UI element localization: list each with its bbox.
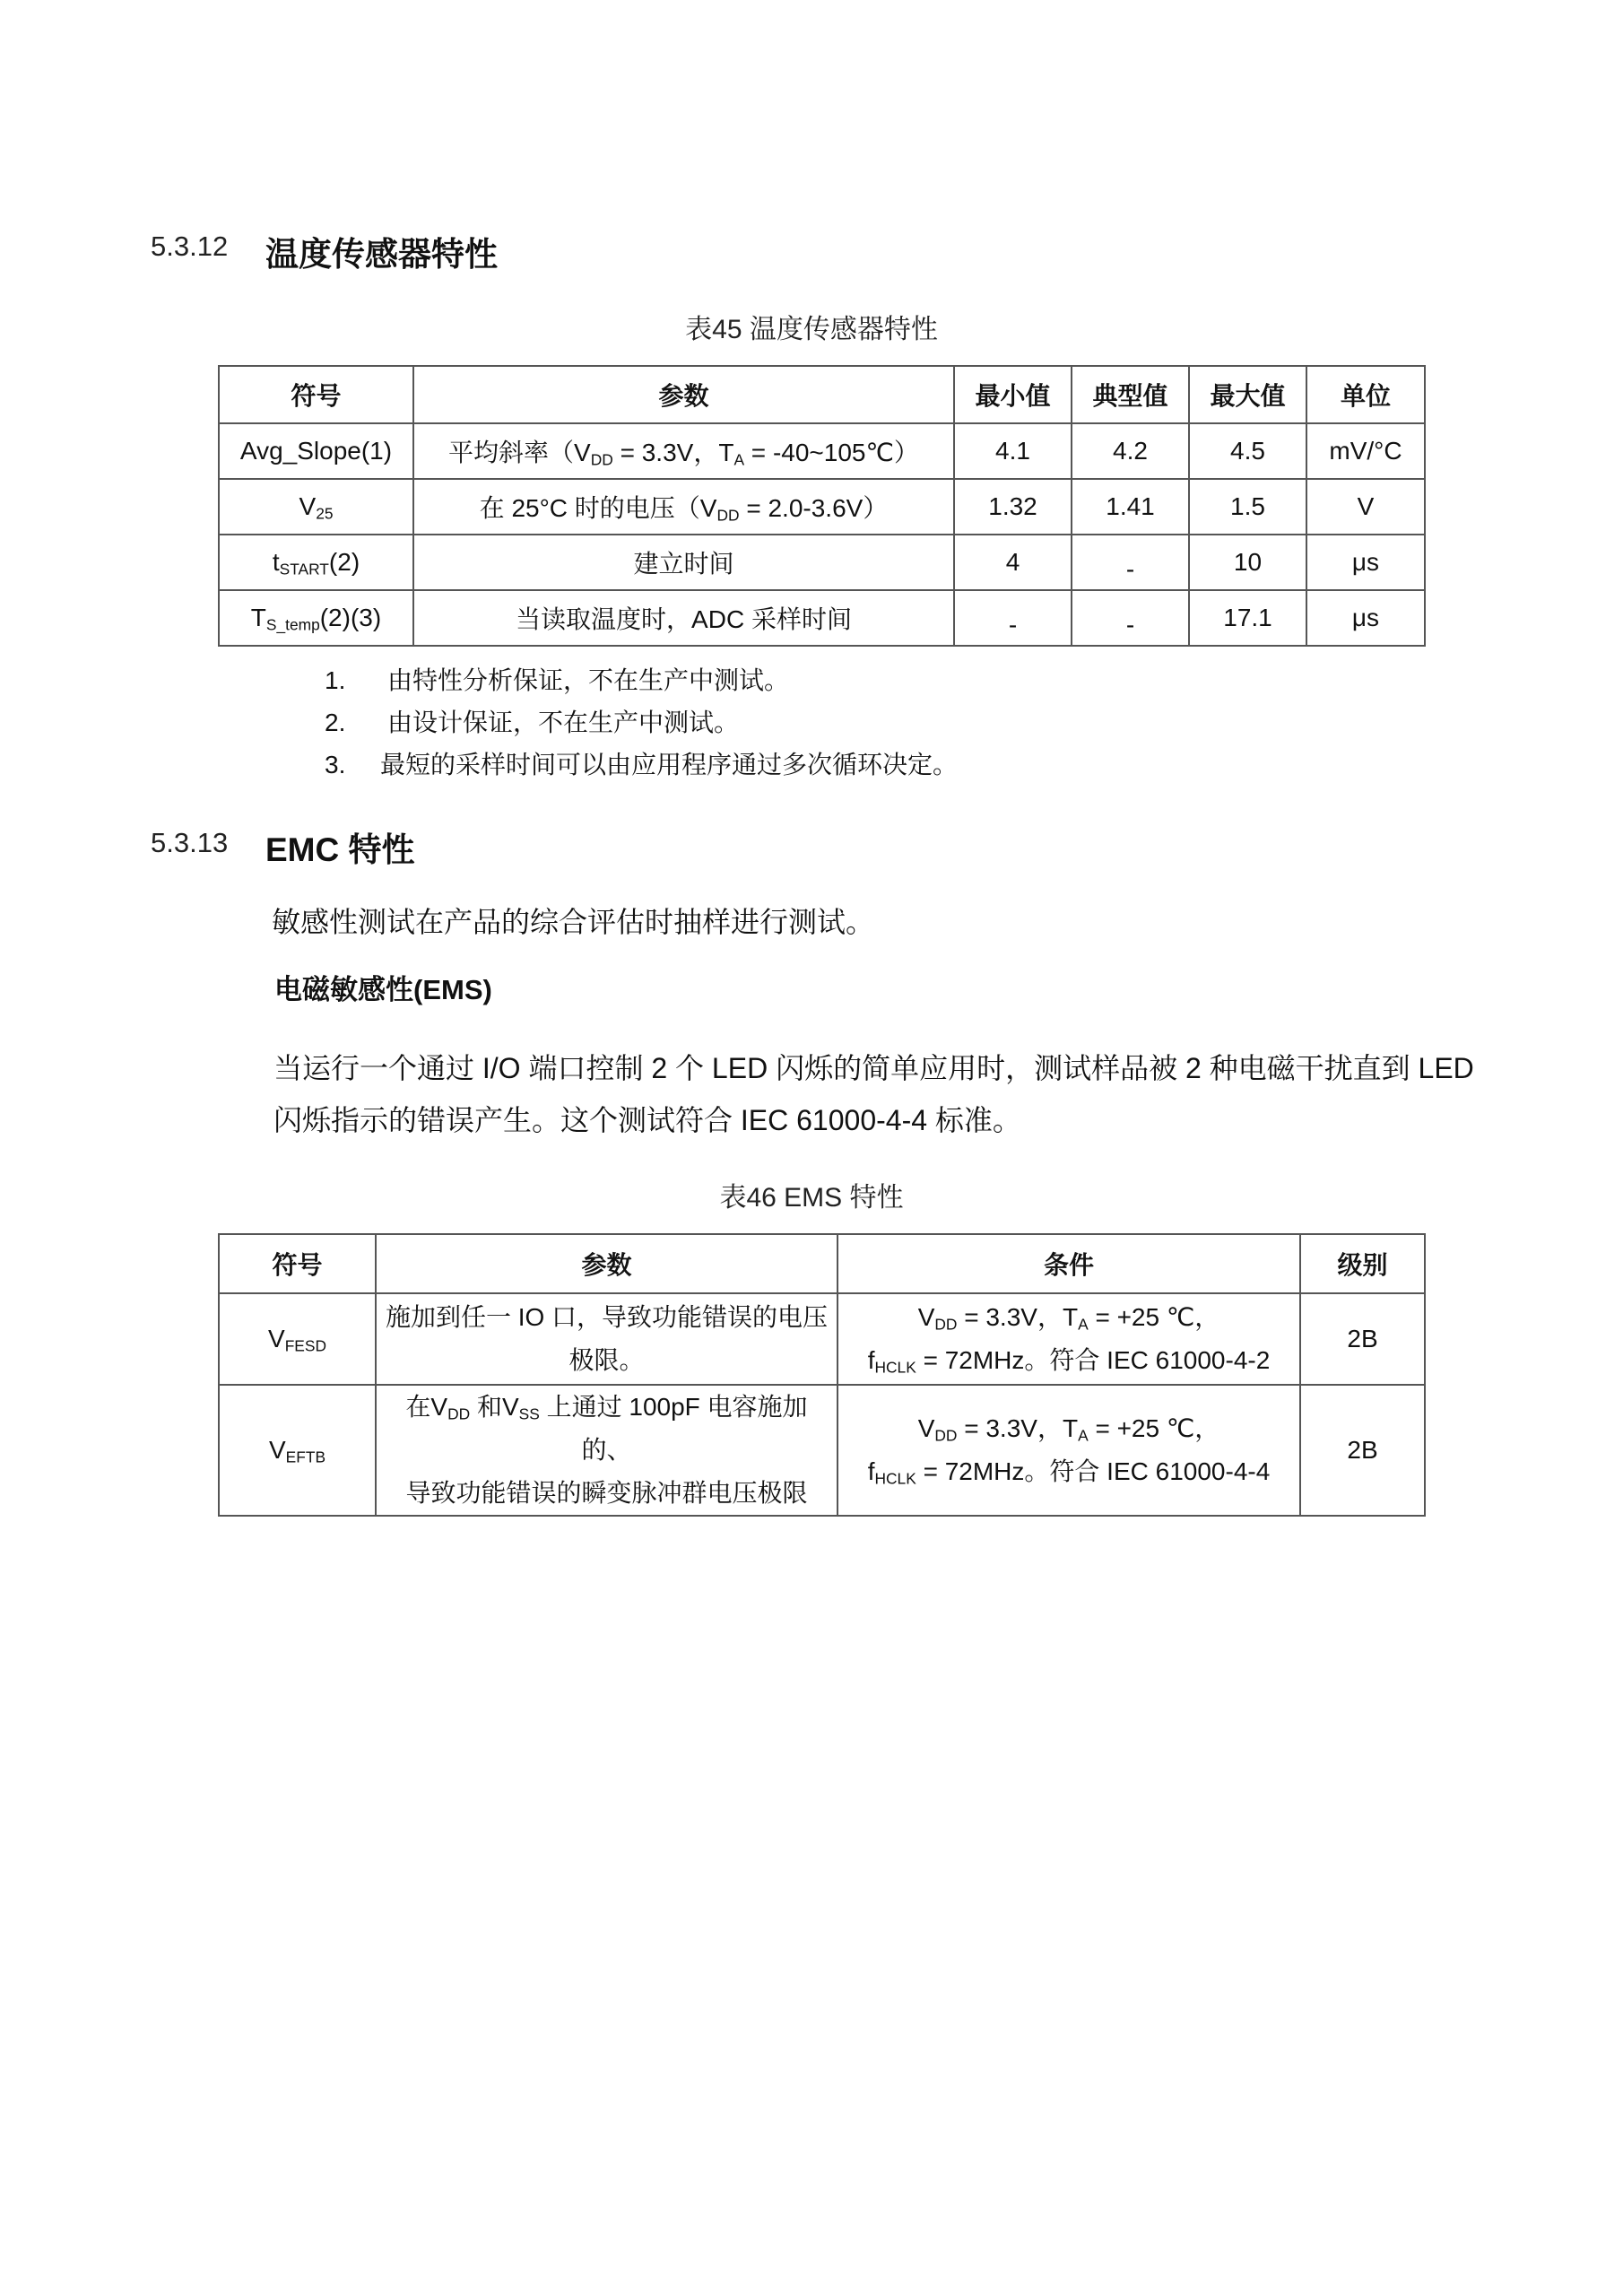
parameter-cell: 建立时间	[413, 535, 954, 590]
header-cell: 典型值	[1072, 366, 1189, 423]
parameter-line: 导致功能错误的瞬变脉冲群电压极限	[405, 1479, 808, 1507]
unit-cell: μs	[1306, 590, 1425, 646]
condition-line: $V_{DD} = 3.3V$，$T_A = +25$ ℃，	[917, 1414, 1220, 1445]
symbol-cell: $T_{S\_temp}(2)(3)$	[219, 590, 413, 646]
footnote-number: 1.	[325, 666, 346, 694]
table-row	[219, 423, 1425, 479]
header-cell: 符号	[219, 1234, 376, 1293]
table-caption: 表46 EMS 特性	[719, 1183, 904, 1213]
section-number: 5.3.12	[151, 230, 229, 262]
parameter-line: 极限。	[568, 1346, 645, 1374]
condition-line: $f_{HCLK} = 72MHz$。符合 IEC 61000-4-2	[867, 1346, 1271, 1377]
unit-cell: μs	[1306, 535, 1425, 590]
header-cell: 条件	[838, 1234, 1300, 1293]
footnote	[325, 745, 958, 781]
intro-paragraph: 敏感性测试在产品的综合评估时抽样进行测试。	[272, 906, 875, 938]
body-paragraph-line: 当运行一个通过 I/O 端口控制 2 个 LED 闪烁的简单应用时，测试样品被 2 种电磁干扰直到 LED	[273, 1052, 1474, 1084]
parameter-cell: 平均斜率（$V_{DD} = 3.3V$，$T_A$ = -40~105℃）	[413, 423, 954, 479]
table-caption: 表45 温度传感器特性	[685, 315, 938, 344]
parameter-line: 施加到任一 IO 口，导致功能错误的电压	[385, 1303, 829, 1331]
ems-table	[218, 1233, 1426, 1517]
footnote-text: 最短的采样时间可以由应用程序通过多次循环决定。	[380, 751, 959, 778]
section-number: 5.3.13	[151, 827, 229, 858]
min-cell: 4	[954, 535, 1072, 590]
table-header-row	[219, 1234, 1425, 1293]
symbol-cell: $V_{FESD}$	[219, 1293, 376, 1385]
parameter-line: 在$V_{DD}$ 和$V_{SS}$ 上通过 100pF 电容施加的、	[405, 1393, 808, 1464]
header-cell: 参数	[376, 1234, 838, 1293]
header-cell: 符号	[219, 366, 413, 423]
header-cell: 单位	[1306, 366, 1425, 423]
condition-cell	[838, 1293, 1300, 1385]
condition-cell	[838, 1385, 1300, 1516]
unit-cell: mV/°C	[1306, 423, 1425, 479]
table-row	[219, 479, 1425, 535]
footnote-number: 2.	[325, 709, 346, 736]
symbol-cell: $t_{START}(2)$	[219, 535, 413, 590]
footnote-text: 由特性分析保证，不在生产中测试。	[387, 666, 790, 694]
parameter-cell	[376, 1293, 838, 1385]
footnote-number: 3.	[325, 751, 346, 778]
max-cell: 1.5	[1189, 479, 1306, 535]
max-cell: 4.5	[1189, 423, 1306, 479]
table-header-row	[219, 366, 1425, 423]
header-cell: 级别	[1300, 1234, 1425, 1293]
body-paragraph-line: 闪烁指示的错误产生。这个测试符合 IEC 61000-4-4 标准。	[273, 1104, 1021, 1136]
typ-cell: 4.2	[1072, 423, 1189, 479]
table-row	[219, 590, 1425, 646]
typ-cell: -	[1072, 535, 1189, 590]
max-cell: 10	[1189, 535, 1306, 590]
header-cell: 参数	[413, 366, 954, 423]
min-cell: 4.1	[954, 423, 1072, 479]
footnote-text: 由设计保证，不在生产中测试。	[387, 709, 740, 736]
parameter-cell: 在 25°C 时的电压$(V_{DD} = 2.0-3.6V)$	[413, 479, 954, 535]
parameter-cell	[376, 1385, 838, 1516]
header-cell: 最大值	[1189, 366, 1306, 423]
table-row	[219, 1385, 1425, 1516]
section-title: 温度传感器特性	[265, 236, 498, 273]
temperature-sensor-table	[218, 365, 1426, 647]
min-cell: 1.32	[954, 479, 1072, 535]
unit-cell: V	[1306, 479, 1425, 535]
level-cell: 2B	[1300, 1385, 1425, 1516]
parameter-cell: 当读取温度时，ADC 采样时间	[413, 590, 954, 646]
condition-line: $f_{HCLK} = 72MHz$。符合 IEC 61000-4-4	[867, 1457, 1271, 1488]
level-cell: 2B	[1300, 1293, 1425, 1385]
footnote	[325, 703, 739, 739]
typ-cell: -	[1072, 590, 1189, 646]
symbol-cell: Avg_Slope(1)	[219, 423, 413, 479]
symbol-cell: $V_{25}$	[219, 479, 413, 535]
section-title: EMC 特性	[265, 831, 415, 868]
symbol-cell: $V_{EFTB}$	[219, 1385, 376, 1516]
table-row	[219, 535, 1425, 590]
min-cell: -	[954, 590, 1072, 646]
header-cell: 最小值	[954, 366, 1072, 423]
condition-line: $V_{DD} = 3.3V$，$T_A = +25$ ℃，	[917, 1303, 1220, 1334]
typ-cell: 1.41	[1072, 479, 1189, 535]
subsection-heading: 电磁敏感性(EMS)	[274, 974, 492, 1005]
table-row	[219, 1293, 1425, 1385]
max-cell: 17.1	[1189, 590, 1306, 646]
footnote	[325, 661, 789, 697]
